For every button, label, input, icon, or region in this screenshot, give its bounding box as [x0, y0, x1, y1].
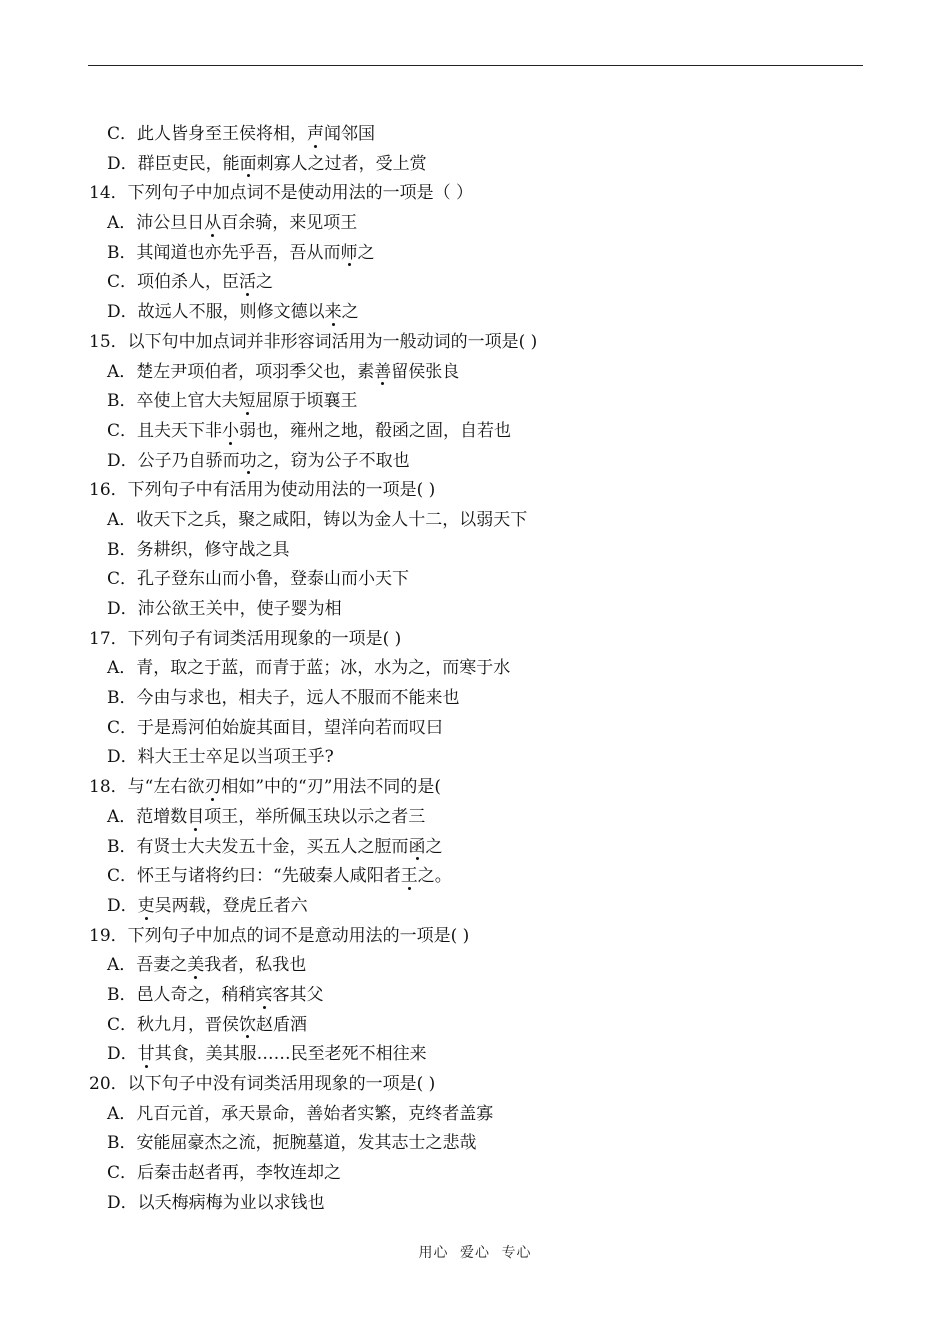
line-text: 15．以下句中加点词并非形容词活用为一般动词的一项是( ) — [89, 331, 538, 352]
answer-option — [0, 833, 950, 863]
line-text: A．沛公旦日 — [107, 213, 205, 234]
line-text: 19．下列句子中加点的词不是意动用法的一项是( ) — [89, 925, 470, 946]
line-text: 弱也，雍州之地，殽函之固，自若也 — [239, 420, 512, 441]
question-stem — [0, 179, 950, 209]
line-text: A．吾妻之 — [107, 955, 188, 976]
line-text: 相如”中的“刃”用法不同的是( — [221, 777, 442, 798]
answer-option — [0, 1189, 950, 1219]
header-rule — [88, 65, 863, 66]
line-text: A．收天下之兵，聚之咸阳，铸以为金人十二，以弱天下 — [107, 509, 528, 530]
question-stem — [0, 625, 950, 655]
line-text: D．料大王士卒足以当项王乎? — [107, 747, 334, 768]
line-text: 屈原于顷襄王 — [255, 391, 358, 412]
answer-option — [0, 417, 950, 447]
answer-option — [0, 506, 950, 536]
line-text: B．安能屈豪杰之流，扼腕墓道，发其志士之悲哉 — [107, 1133, 477, 1154]
emphasis-dot-char: 功 — [240, 447, 257, 477]
line-text: A．凡百元首，承天景命，善始者实繁，克终者盖寡 — [107, 1103, 494, 1124]
line-text: 刺寡人之过者，受上赏 — [256, 153, 427, 174]
answer-option — [0, 892, 950, 922]
question-stem — [0, 1070, 950, 1100]
line-text: 百余骑，来见项王 — [221, 213, 358, 234]
emphasis-dot-char: 小 — [222, 417, 239, 447]
answer-option — [0, 239, 950, 269]
line-text: B．有贤士大夫发五十金，买五人之脰而 — [107, 836, 409, 857]
emphasis-dot-char: 从 — [204, 209, 221, 239]
answer-option — [0, 654, 950, 684]
line-text: 之 — [341, 302, 359, 323]
line-text: D． — [107, 1044, 138, 1065]
answer-option — [0, 209, 950, 239]
line-text: D． — [107, 895, 138, 916]
line-text: 项王，举所佩玉玦以示之者三 — [204, 806, 426, 827]
emphasis-dot-char: 刃 — [204, 773, 221, 803]
line-text: 之 — [256, 272, 274, 293]
answer-option — [0, 1100, 950, 1130]
line-text: 之。 — [417, 866, 452, 887]
emphasis-dot-char: 甘 — [138, 1040, 155, 1070]
answer-option — [0, 120, 950, 150]
line-text: 吴两载，登虎丘者六 — [154, 895, 308, 916]
line-text: 赵盾酒 — [256, 1014, 308, 1035]
answer-option — [0, 1040, 950, 1070]
line-text: D．沛公欲王关中，使子婴为相 — [107, 599, 342, 619]
answer-option — [0, 150, 950, 180]
emphasis-dot-char: 声 — [307, 120, 324, 150]
answer-option — [0, 981, 950, 1011]
line-text: C．项伯杀人，臣 — [107, 272, 240, 293]
line-text: A．范增数 — [107, 806, 188, 827]
answer-option — [0, 387, 950, 417]
answer-option — [0, 1159, 950, 1189]
emphasis-dot-char: 来 — [325, 298, 342, 328]
line-text: 其食，美其服……民至老死不相往来 — [154, 1044, 427, 1065]
answer-option — [0, 862, 950, 892]
line-text: 留侯张良 — [391, 361, 460, 382]
line-text: C．此人皆身至王侯将相， — [107, 124, 308, 144]
emphasis-dot-char: 善 — [374, 358, 391, 388]
line-text: B．其闻道也亦先乎吾，吾从而 — [107, 242, 341, 263]
question-list — [0, 120, 950, 1218]
line-text: B．邑人奇之，稍稍 — [107, 984, 256, 1005]
line-text: A．楚左尹项伯者，项羽季父也，素 — [107, 361, 375, 382]
line-text: 之 — [425, 836, 443, 857]
line-text: C．孔子登东山而小鲁，登泰山而小天下 — [107, 569, 410, 590]
line-text: 客其父 — [272, 984, 324, 1005]
answer-option — [0, 803, 950, 833]
answer-option — [0, 447, 950, 477]
answer-option — [0, 536, 950, 566]
line-text: 18．与“左右欲 — [89, 777, 205, 798]
emphasis-dot-char: 函 — [409, 833, 426, 863]
line-text: 16．下列句子中有活用为使动用法的一项是( ) — [89, 480, 436, 501]
answer-option — [0, 298, 950, 328]
answer-option — [0, 565, 950, 595]
line-text: D．故远人不服，则修文德以 — [107, 302, 325, 323]
emphasis-dot-char: 吏 — [138, 892, 155, 922]
emphasis-dot-char: 面 — [240, 150, 257, 180]
emphasis-dot-char: 目 — [187, 803, 204, 833]
answer-option — [0, 684, 950, 714]
line-text: D．公子乃自骄而 — [107, 450, 240, 471]
line-text: 我者，私我也 — [204, 955, 307, 976]
line-text: B．今由与求也，相夫子，远人不服而不能来也 — [107, 688, 460, 709]
emphasis-dot-char: 短 — [239, 387, 256, 417]
line-text: D．以夭梅病梅为业以求钱也 — [107, 1192, 325, 1213]
answer-option — [0, 743, 950, 773]
emphasis-dot-char: 饮 — [239, 1011, 256, 1041]
question-stem — [0, 773, 950, 803]
answer-option — [0, 1011, 950, 1041]
question-stem — [0, 922, 950, 952]
line-text: 闻邻国 — [324, 124, 376, 144]
line-text: C．秋九月，晋侯 — [107, 1014, 240, 1035]
answer-option — [0, 714, 950, 744]
line-text: C．且夫天下非 — [107, 420, 223, 441]
answer-option — [0, 268, 950, 298]
emphasis-dot-char: 师 — [341, 239, 358, 269]
emphasis-dot-char: 宾 — [256, 981, 273, 1011]
line-text: B．务耕织，修守战之具 — [107, 539, 290, 560]
answer-option — [0, 1129, 950, 1159]
line-text: 14．下列句子中加点词不是使动用法的一项是（ ） — [89, 183, 474, 204]
question-stem — [0, 476, 950, 506]
emphasis-dot-char: 活 — [239, 268, 256, 298]
line-text: 20．以下句子中没有词类活用现象的一项是( ) — [89, 1074, 436, 1094]
line-text: C．后秦击赵者再，李牧连却之 — [107, 1163, 342, 1184]
answer-option — [0, 358, 950, 388]
question-stem — [0, 328, 950, 358]
emphasis-dot-char: 美 — [187, 951, 204, 981]
line-text: C．怀王与诸将约曰：“先破秦人咸阳者 — [107, 866, 401, 887]
line-text: B．卒使上官大夫 — [107, 391, 239, 412]
line-text: D．群臣吏民，能 — [107, 153, 240, 174]
line-text: 之 — [357, 242, 375, 263]
line-text: 之，窃为公子不取也 — [256, 450, 410, 471]
line-text: A．青，取之于蓝，而青于蓝；冰，水为之，而寒于水 — [107, 658, 511, 679]
page-footer: 用心 爱心 专心 — [418, 1245, 532, 1261]
answer-option — [0, 595, 950, 625]
line-text: 17．下列句子有词类活用现象的一项是( ) — [89, 628, 402, 649]
emphasis-dot-char: 王 — [401, 862, 418, 892]
line-text: C．于是焉河伯始旋其面目，望洋向若而叹曰 — [107, 717, 444, 738]
answer-option — [0, 951, 950, 981]
